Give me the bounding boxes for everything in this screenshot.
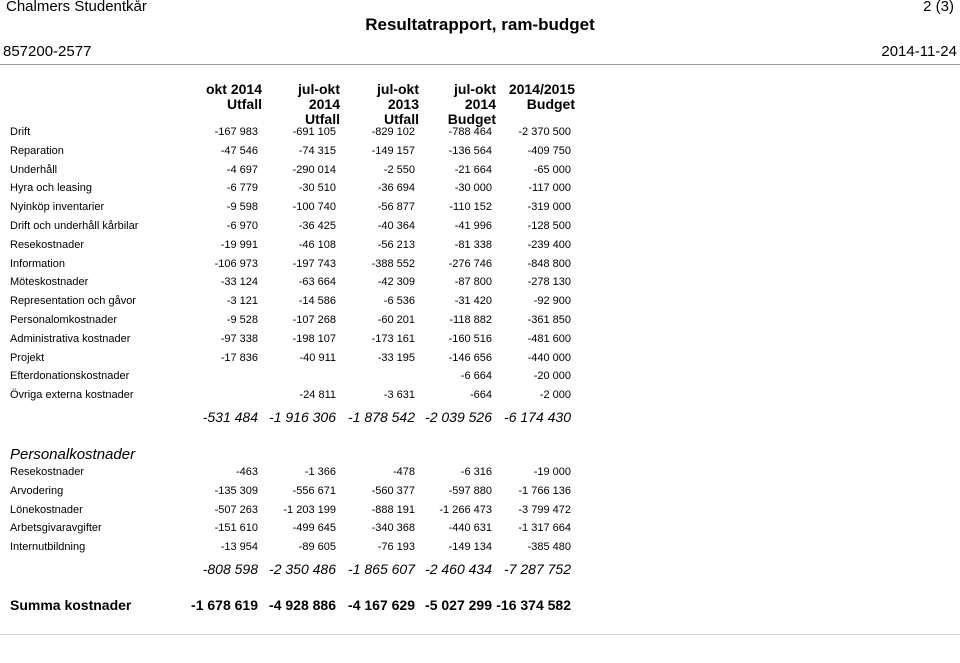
row-label: Arbetsgivaravgifter xyxy=(10,522,102,535)
value-cell: -319 000 xyxy=(527,201,571,214)
value-cell: -808 598 xyxy=(202,561,258,577)
row-label: Möteskostnader xyxy=(10,276,89,289)
value-cell: -46 108 xyxy=(298,238,336,251)
value-cell: -20 000 xyxy=(533,370,571,383)
value-cell: -829 102 xyxy=(371,126,415,138)
value-cell: -6 174 430 xyxy=(504,409,571,425)
value-cell: -481 600 xyxy=(527,332,571,345)
value-cell: -1 878 542 xyxy=(348,409,415,425)
value-cell: -1 865 607 xyxy=(348,561,415,577)
row-label: Arvodering xyxy=(10,484,64,497)
value-cell: -97 338 xyxy=(220,332,258,345)
column-header-okt-2014: okt 2014 Utfall xyxy=(205,81,262,112)
value-cell: -440 000 xyxy=(527,351,571,364)
value-cell: -664 xyxy=(469,389,492,402)
value-cell: -87 800 xyxy=(454,276,492,289)
grand-total-label: Summa kostnader xyxy=(10,597,132,613)
table-row xyxy=(0,538,960,557)
value-cell: -2 370 500 xyxy=(518,126,571,138)
value-cell: -440 631 xyxy=(448,522,492,535)
value-cell: -33 124 xyxy=(220,276,258,289)
personnel-subtotal-row xyxy=(0,560,960,579)
value-cell: -2 000 xyxy=(539,389,571,402)
value-cell: -409 750 xyxy=(527,144,571,157)
table-row xyxy=(0,142,960,161)
value-cell: -9 598 xyxy=(226,201,258,214)
organization-name: Chalmers Studentkår xyxy=(6,0,147,15)
value-cell: -463 xyxy=(235,466,258,478)
value-cell: -290 014 xyxy=(292,163,336,176)
report-title: Resultatrapport, ram-budget xyxy=(365,15,595,34)
value-cell: -6 536 xyxy=(383,295,415,308)
table-row xyxy=(0,311,960,330)
value-cell: -3 631 xyxy=(383,389,415,402)
value-cell: -6 779 xyxy=(226,182,258,195)
table-row xyxy=(0,501,960,520)
value-cell: -41 996 xyxy=(454,220,492,232)
column-header-jul-okt-2014-budget: jul-okt 2014 Budget xyxy=(447,81,496,127)
value-cell: -107 268 xyxy=(292,314,336,326)
value-cell: -6 664 xyxy=(460,370,492,383)
value-cell: -36 425 xyxy=(298,220,336,232)
table-row xyxy=(0,330,960,349)
row-label: Information xyxy=(10,257,66,270)
value-cell: -4 697 xyxy=(226,163,258,176)
value-cell: -14 586 xyxy=(298,295,336,308)
value-cell: -146 656 xyxy=(448,351,492,364)
value-cell: -198 107 xyxy=(292,332,336,345)
value-cell: -9 528 xyxy=(226,314,258,326)
value-cell: -2 039 526 xyxy=(425,409,492,425)
value-cell: -499 645 xyxy=(292,522,336,535)
value-cell: -848 800 xyxy=(527,257,571,270)
grand-total-row xyxy=(0,596,960,615)
row-label: Personalomkostnader xyxy=(10,314,118,326)
value-cell: -160 516 xyxy=(448,332,492,345)
organization-number: 857200-2577 xyxy=(3,43,92,60)
value-cell: -1 266 473 xyxy=(439,503,492,516)
value-cell: -3 799 472 xyxy=(518,503,571,516)
value-cell: -1 366 xyxy=(304,466,336,478)
value-cell: -1 916 306 xyxy=(269,409,336,425)
header-divider xyxy=(0,64,960,65)
value-cell: -239 400 xyxy=(527,238,571,251)
row-label: Efterdonationskostnader xyxy=(10,370,130,383)
value-cell: -13 954 xyxy=(220,541,258,554)
value-cell: -888 191 xyxy=(371,503,415,516)
value-cell: -2 460 434 xyxy=(425,561,492,577)
table-row xyxy=(0,255,960,274)
value-cell: -42 309 xyxy=(377,276,415,289)
value-cell: -92 900 xyxy=(533,295,571,308)
value-cell: -47 546 xyxy=(220,144,258,157)
row-label: Reparation xyxy=(10,144,64,157)
value-cell: -478 xyxy=(392,466,415,478)
value-cell: -56 877 xyxy=(377,201,415,214)
value-cell: -30 000 xyxy=(454,182,492,195)
value-cell: -7 287 752 xyxy=(504,561,571,577)
table-row xyxy=(0,179,960,198)
value-cell: -100 740 xyxy=(292,201,336,214)
row-label: Projekt xyxy=(10,351,45,364)
value-cell: -19 000 xyxy=(533,466,571,478)
value-cell: -135 309 xyxy=(214,484,258,497)
value-cell: -81 338 xyxy=(454,238,492,251)
value-cell: -388 552 xyxy=(371,257,415,270)
value-cell: -16 374 582 xyxy=(496,597,571,613)
value-cell: -31 420 xyxy=(454,295,492,308)
row-label: Administrativa kostnader xyxy=(10,332,131,345)
row-label: Underhåll xyxy=(10,163,58,176)
value-cell: -149 134 xyxy=(448,541,492,554)
row-label: Drift xyxy=(10,126,31,138)
footer-divider xyxy=(0,634,960,635)
table-row xyxy=(0,463,960,482)
value-cell: -106 973 xyxy=(214,257,258,270)
row-label: Representation och gåvor xyxy=(10,295,136,308)
expense-subtotal-row xyxy=(0,408,960,427)
page-number: 2 (3) xyxy=(923,0,954,15)
table-row xyxy=(0,367,960,386)
value-cell: -117 000 xyxy=(528,182,571,195)
value-cell: -30 510 xyxy=(298,182,336,195)
value-cell: -118 882 xyxy=(449,314,492,326)
value-cell: -1 678 619 xyxy=(191,597,258,613)
table-row xyxy=(0,123,960,142)
row-label: Nyinköp inventarier xyxy=(10,201,105,214)
value-cell: -531 484 xyxy=(202,409,258,425)
value-cell: -788 464 xyxy=(448,126,492,138)
value-cell: -60 201 xyxy=(377,314,415,326)
value-cell: -74 315 xyxy=(298,144,336,157)
value-cell: -2 350 486 xyxy=(269,561,336,577)
table-row xyxy=(0,217,960,236)
value-cell: -17 836 xyxy=(220,351,258,364)
value-cell: -21 664 xyxy=(454,163,492,176)
value-cell: -63 664 xyxy=(298,276,336,289)
column-header-2014-2015-budget: 2014/2015 Budget xyxy=(508,81,575,112)
value-cell: -556 671 xyxy=(292,484,336,497)
value-cell: -4 167 629 xyxy=(348,597,415,613)
value-cell: -1 766 136 xyxy=(518,484,571,497)
value-cell: -110 152 xyxy=(449,201,492,214)
value-cell: -507 263 xyxy=(214,503,258,516)
table-row xyxy=(0,482,960,501)
value-cell: -128 500 xyxy=(527,220,571,232)
value-cell: -6 970 xyxy=(226,220,258,232)
value-cell: -151 610 xyxy=(214,522,258,535)
value-cell: -136 564 xyxy=(448,144,492,157)
table-row xyxy=(0,519,960,538)
value-cell: -597 880 xyxy=(448,484,492,497)
row-label: Internutbildning xyxy=(10,541,86,554)
table-row xyxy=(0,161,960,180)
value-cell: -24 811 xyxy=(299,389,336,402)
table-row xyxy=(0,273,960,292)
value-cell: -76 193 xyxy=(377,541,415,554)
table-row xyxy=(0,386,960,405)
row-label: Resekostnader xyxy=(10,466,84,478)
table-row xyxy=(0,198,960,217)
value-cell: -560 377 xyxy=(371,484,415,497)
value-cell: -167 983 xyxy=(214,126,258,138)
value-cell: -89 605 xyxy=(298,541,336,554)
section-title-personalkostnader: Personalkostnader xyxy=(10,446,136,463)
value-cell: -19 991 xyxy=(220,238,258,251)
value-cell: -2 550 xyxy=(383,163,415,176)
value-cell: -276 746 xyxy=(448,257,492,270)
value-cell: -40 911 xyxy=(299,351,336,364)
column-header-jul-okt-2013-utfall: jul-okt 2013 Utfall xyxy=(377,81,419,127)
column-header-jul-okt-2014-utfall: jul-okt 2014 Utfall xyxy=(298,81,340,127)
value-cell: -33 195 xyxy=(377,351,415,364)
row-label: Drift och underhåll kårbilar xyxy=(10,220,139,232)
value-cell: -40 364 xyxy=(377,220,415,232)
value-cell: -56 213 xyxy=(377,238,415,251)
value-cell: -278 130 xyxy=(527,276,571,289)
value-cell: -197 743 xyxy=(292,257,336,270)
row-label: Resekostnader xyxy=(10,238,84,251)
value-cell: -4 928 886 xyxy=(269,597,336,613)
row-label: Hyra och leasing xyxy=(10,182,92,195)
value-cell: -1 203 199 xyxy=(283,503,336,516)
value-cell: -3 121 xyxy=(226,295,258,308)
value-cell: -5 027 299 xyxy=(425,597,492,613)
report-date: 2014-11-24 xyxy=(881,43,957,60)
table-row xyxy=(0,349,960,368)
value-cell: -6 316 xyxy=(460,466,492,478)
value-cell: -691 105 xyxy=(292,126,336,138)
value-cell: -1 317 664 xyxy=(518,522,571,535)
row-label: Lönekostnader xyxy=(10,503,83,516)
value-cell: -65 000 xyxy=(533,163,571,176)
value-cell: -340 368 xyxy=(371,522,415,535)
value-cell: -385 480 xyxy=(527,541,571,554)
value-cell: -149 157 xyxy=(371,144,415,157)
table-row xyxy=(0,292,960,311)
value-cell: -361 850 xyxy=(527,314,571,326)
table-row xyxy=(0,236,960,255)
row-label: Övriga externa kostnader xyxy=(10,389,134,402)
value-cell: -36 694 xyxy=(377,182,415,195)
value-cell: -173 161 xyxy=(371,332,415,345)
